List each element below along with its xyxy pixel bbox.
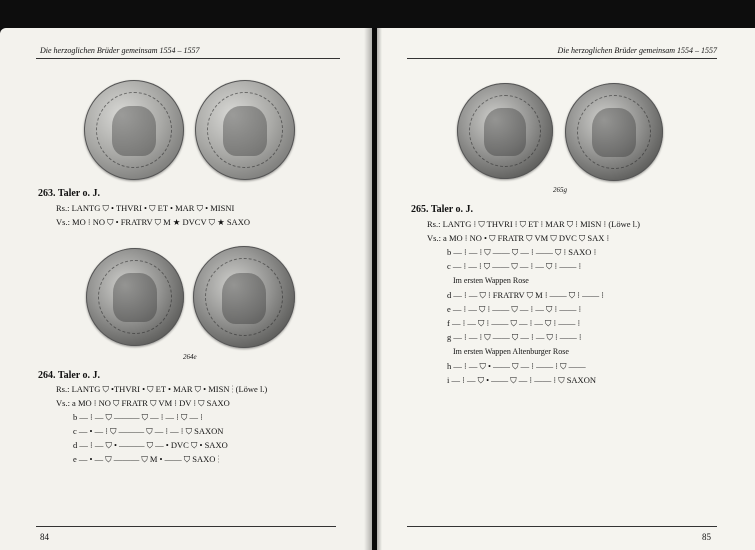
entry-264-line: e — • — ⛉ ——— ⛉ M • —— ⛉ SAXO ⁝ — [73, 454, 220, 464]
entry-264-line: d — ⁝ — ⛉ • ——— ⛉ — • DVC ⛉ • SAXO — [73, 440, 228, 450]
running-head-left: Die herzoglichen Brüder gemeinsam 1554 – 1557 — [40, 46, 200, 55]
right-page — [377, 28, 755, 550]
coin-264-obverse — [86, 248, 184, 346]
footer-rule-left — [36, 526, 336, 527]
coin-265-reverse — [565, 83, 663, 181]
entry-264-line: Rs.: LANTG ⛉ •THVRI • ⛉ ET • MAR ⛉ • MISN ⁝ (Löwe l.) — [56, 384, 268, 394]
entry-263-line: Vs.: MO ⁝ NO ⛉ • FRATRV ⛉ M ★ DVCV ⛉ ★ SAXO — [56, 217, 250, 227]
page-number-left: 84 — [40, 532, 49, 542]
entry-265-line: f — ⁝ — ⛉ ⁝ —— ⛉ — ⁝ — ⛉ ⁝ —— ⁝ — [447, 318, 581, 328]
entry-265-line: d — ⁝ — ⛉ ⁝ FRATRV ⛉ M ⁝ —— ⛉ ⁝ —— ⁝ — [447, 290, 604, 300]
entry-265-line: c — ⁝ — ⁝ ⛉ —— ⛉ — ⁝ — ⛉ ⁝ —— ⁝ — [447, 261, 582, 271]
left-page — [0, 28, 372, 550]
entry-265-line: b — ⁝ — ⁝ ⛉ —— ⛉ — ⁝ —— ⛉ ⁝ SAXO ⁝ — [447, 247, 597, 257]
coin-263-obverse — [84, 80, 184, 180]
coin-264-reverse — [193, 246, 295, 348]
entry-265-line: g — ⁝ — ⁝ ⛉ —— ⛉ — ⁝ — ⛉ ⁝ —— ⁝ — [447, 332, 582, 342]
entry-265-line: Vs.: a MO ⁝ NO • ⛉ FRATR ⛉ VM ⛉ DVC ⛉ SAX ⁝ — [427, 233, 610, 243]
footer-rule-right — [407, 526, 717, 527]
coin-265-obverse — [457, 83, 553, 179]
entry-265-line: i — ⁝ — ⛉ • —— ⛉ — ⁝ —— ⁝ ⛉ SAXON — [447, 375, 596, 385]
entry-264-line: b — ⁝ — ⛉ ——— ⛉ — ⁝ — ⁝ ⛉ — ⁝ — [73, 412, 203, 422]
entry-265-line: e — ⁝ — ⛉ ⁝ —— ⛉ — ⁝ — ⛉ ⁝ —— ⁝ — [447, 304, 582, 314]
entry-263-title: 263. Taler o. J. — [38, 188, 101, 199]
entry-265-line: Rs.: LANTG ⁝ ⛉ THVRI ⁝ ⛉ ET ⁝ MAR ⛉ ⁝ MISN ⁝ (Löwe l.) — [427, 219, 640, 229]
entry-264-line: Vs.: a MO ⁝ NO ⛉ FRATR ⛉ VM ⁝ DV ⁝ ⛉ SAXO — [56, 398, 230, 408]
entry-265-note-rose: Im ersten Wappen Rose — [453, 276, 529, 285]
coin-263-reverse — [195, 80, 295, 180]
entry-264-line: c — • — ⁝ ⛉ ——— ⛉ — ⁝ — ⁝ ⛉ SAXON — [73, 426, 224, 436]
entry-263-line: Rs.: LANTG ⛉ • THVRI • ⛉ ET • MAR ⛉ • MISNI — [56, 203, 235, 213]
book-gutter — [364, 28, 382, 550]
caption-265g: 265g — [553, 186, 567, 194]
running-head-right: Die herzoglichen Brüder gemeinsam 1554 – 1557 — [557, 46, 717, 55]
header-rule-left — [36, 58, 340, 59]
page-number-right: 85 — [702, 532, 711, 542]
header-rule-right — [407, 58, 717, 59]
entry-265-line: h — ⁝ — ⛉ • —— ⛉ — ⁝ —— ⁝ ⛉ —— — [447, 361, 586, 371]
entry-264-title: 264. Taler o. J. — [38, 370, 101, 381]
entry-265-title: 265. Taler o. J. — [411, 204, 474, 215]
caption-264e: 264e — [183, 353, 197, 361]
entry-265-note-altenburger: Im ersten Wappen Altenburger Rose — [453, 347, 569, 356]
